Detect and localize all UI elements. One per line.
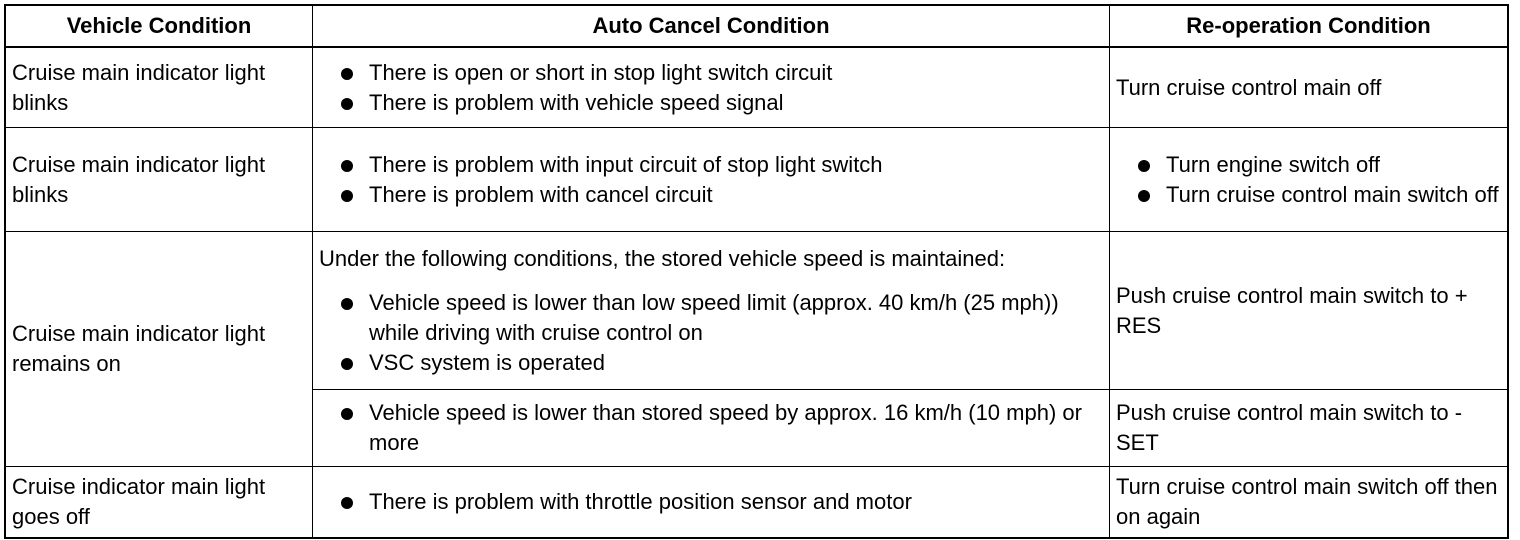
- auto-cancel-list: [319, 398, 1103, 458]
- auto-cancel-list: [319, 58, 1103, 118]
- table-row: [6, 128, 1508, 232]
- bullet-icon: [341, 298, 353, 310]
- auto-cancel-cell: [313, 128, 1110, 232]
- list-item-text: Turn cruise control main switch off: [1166, 181, 1499, 207]
- auto-cancel-list: [319, 150, 1103, 210]
- reoperation-cell: [1110, 128, 1508, 232]
- list-item-text: There is problem with input circuit of stop light switch: [369, 151, 883, 177]
- auto-cancel-intro: Under the following conditions, the stored vehicle speed is maintained:: [319, 245, 1006, 271]
- auto-cancel-cell: [313, 467, 1110, 538]
- reoperation-cell: Push cruise control main switch to - SET: [1110, 390, 1508, 467]
- list-item-text: There is problem with cancel circuit: [369, 181, 713, 207]
- list-item-text: VSC system is operated: [369, 349, 605, 375]
- header-reoperation-condition: Re-operation Condition: [1110, 6, 1508, 48]
- bullet-icon: [341, 358, 353, 370]
- list-item: [319, 180, 1103, 210]
- list-item: [319, 288, 1103, 348]
- list-item: [319, 150, 1103, 180]
- reoperation-cell: Turn cruise control main switch off then on again: [1110, 467, 1508, 538]
- list-item: [1116, 150, 1501, 180]
- bullet-icon: [341, 98, 353, 110]
- reoperation-cell: Turn cruise control main off: [1110, 47, 1508, 128]
- list-item-text: There is problem with throttle position sensor and motor: [369, 489, 912, 514]
- auto-cancel-table: [5, 5, 1508, 538]
- table-header-row: [6, 6, 1508, 48]
- table-row: [6, 467, 1508, 538]
- list-item-text: Turn engine switch off: [1166, 151, 1381, 177]
- auto-cancel-list: [319, 288, 1103, 378]
- list-item: [319, 487, 1103, 517]
- list-item: [319, 398, 1103, 458]
- list-item-text: Vehicle speed is lower than low speed limit (approx. 40 km/h (25 mph)) while driving with cruise control on: [369, 289, 1059, 345]
- reoperation-list: [1116, 150, 1501, 210]
- auto-cancel-list: [319, 487, 1103, 517]
- auto-cancel-cell: [313, 232, 1110, 390]
- vehicle-condition-cell: Cruise main indicator light remains on: [6, 232, 313, 467]
- vehicle-condition-cell: Cruise indicator main light goes off: [6, 467, 313, 538]
- list-item-text: Vehicle speed is lower than stored speed by approx. 16 km/h (10 mph) or more: [369, 400, 1082, 455]
- header-auto-cancel-condition: Auto Cancel Condition: [313, 6, 1110, 48]
- bullet-icon: [341, 408, 353, 420]
- list-item: [1116, 180, 1501, 210]
- list-item: [319, 58, 1103, 88]
- bullet-icon: [341, 190, 353, 202]
- bullet-icon: [341, 68, 353, 80]
- bullet-icon: [341, 160, 353, 172]
- list-item: [319, 88, 1103, 118]
- list-item-text: There is problem with vehicle speed signal: [369, 89, 784, 115]
- reoperation-cell: Push cruise control main switch to + RES: [1110, 232, 1508, 390]
- table-row: [6, 47, 1508, 128]
- header-vehicle-condition: Vehicle Condition: [6, 6, 313, 48]
- bullet-icon: [1138, 190, 1150, 202]
- list-item: [319, 348, 1103, 378]
- bullet-icon: [1138, 160, 1150, 172]
- bullet-icon: [341, 497, 353, 509]
- vehicle-condition-cell: Cruise main indicator light blinks: [6, 47, 313, 128]
- list-item-text: There is open or short in stop light switch circuit: [369, 59, 833, 85]
- table-row: [6, 232, 1508, 390]
- auto-cancel-cell: [313, 390, 1110, 467]
- vehicle-condition-cell: Cruise main indicator light blinks: [6, 128, 313, 232]
- auto-cancel-cell: [313, 47, 1110, 128]
